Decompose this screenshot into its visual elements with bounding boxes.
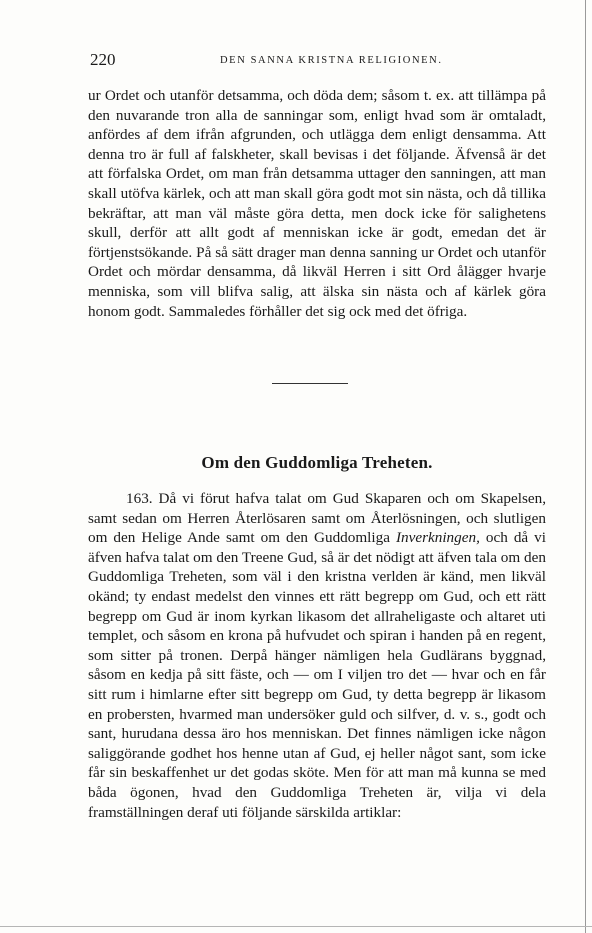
paragraph-text-part1: 163. Då vi förut hafva talat om Gud Skaparen och om Skapelsen, samt sedan om Herren Återlösaren samt om Återlösningen, och slutligen om den Helige Ande samt om den Guddomliga xyxy=(88,490,546,547)
page-edge-right xyxy=(585,0,586,933)
running-head: DEN SANNA KRISTNA RELIGIONEN. xyxy=(220,55,443,66)
section-title: Om den Guddomliga Treheten. xyxy=(201,453,433,472)
paragraph-continued: ur Ordet och utanför detsamma, och döda dem; såsom t. ex. att tillämpa på den nuvarande tron alla de sanningar som, enligt hvad som är omtaladt, anfördes af dem ifrån afgrunden, och utlägga dem enligt densamma. Att denna tro är full af falskheter, skall bevisas i det följande. Äfvenså är det att förfalska Ordet, om man från detsamma uttager den sanningen, att man skall utöfva kärlek, och att man skall göra godt mot sin nästa, och då tillika bekräftar, att man väl måste göra detta, men dock icke för salighetens skull, derför att allt godt af menniskan icke är godt, emedan det är förtjenstsökande. På så sätt drager man denna sanning ur Ordet och utanför Ordet och mördar densamma, då likväl Herren i sitt Ord ålägger hvarje menniska, som vill blifva salig, att älska sin nästa och af kärlek göra honom godt. Sammaledes förhåller det sig ock med det öfriga. xyxy=(88,87,546,320)
section-divider xyxy=(272,383,348,384)
page-number: 220 xyxy=(90,50,116,69)
page-edge-bottom xyxy=(0,926,592,927)
page-header xyxy=(90,50,550,72)
paragraph-163 xyxy=(88,489,546,822)
paragraph-text-part2: och då vi äfven hafva talat om den Treene Gud, så är det nödigt att äfven tala om den Guddomliga Treheten, som väl i den kristna verlden är känd, men likväl okänd; ty endast medelst den vinnes ett rätt begrepp om Gud, och ett rätt begrepp om Gud är inom kyrkan likasom det allraheligaste och altaret uti templet, och såsom en krona på hufvudet och spiran i handen på en regent, som sitter på tronen. Derpå hänger nämligen hela Gudlärans byggnad, såsom en kedja på sitt fäste, och — om I viljen tro det — hvar och en får sitt rum i himlarne efter sitt begrepp om Gud, ty detta begrepp är likasom en probersten, hvarmed man undersöker guld och silfver, d. v. s., godt och sant, hurudana dessa äro hos menniskan. Det finnes nämligen icke någon saliggörande godhet hos henne utan af Gud, ej heller något sant, som icke får sin beskaffenhet ur det godas sköte. Men för att man må kunna se med båda ögonen, hvad den Guddomliga Treheten är, vilja vi dela framställningen deraf uti följande särskilda artiklar: xyxy=(88,529,546,821)
italic-term: Inverkningen, xyxy=(395,529,480,547)
